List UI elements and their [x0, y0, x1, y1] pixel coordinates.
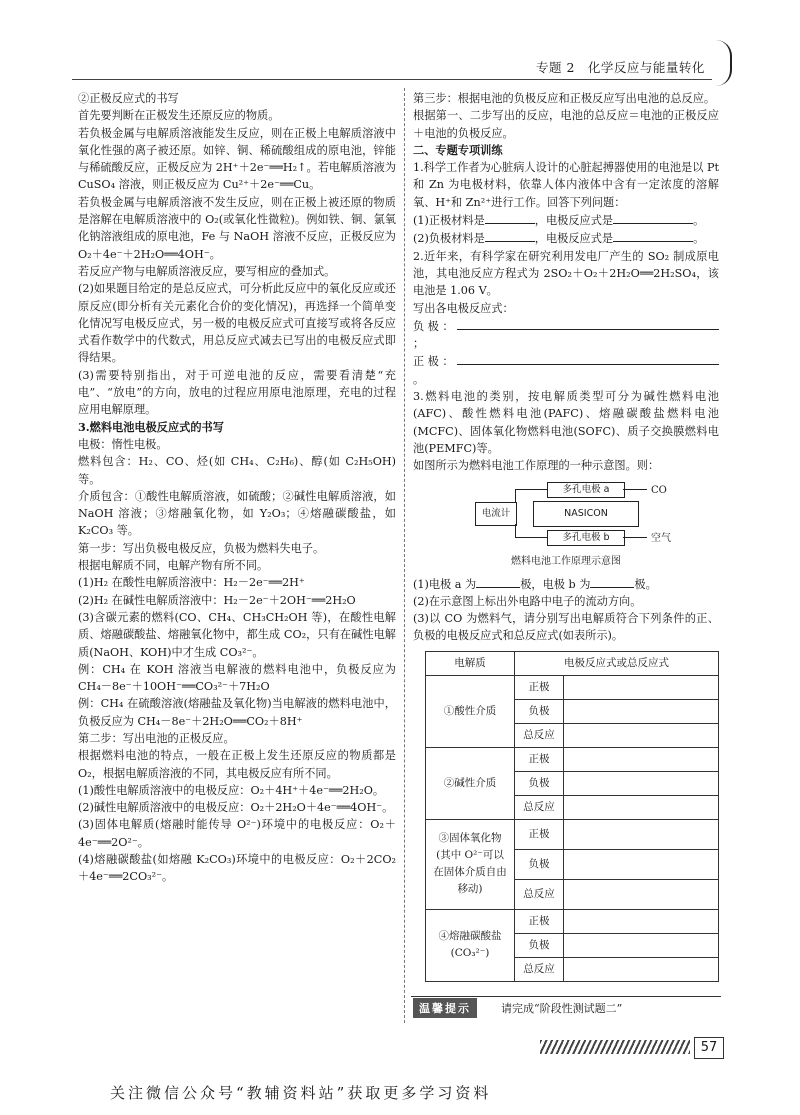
text: (2)负极材料是: [413, 232, 485, 246]
row-label: 总反应: [515, 795, 564, 819]
paragraph: (1)H₂ 在酸性电解质溶液中：H₂－2e⁻══2H⁺: [78, 576, 305, 590]
gas-inlet-arrow: [623, 489, 647, 490]
electrode-table: [425, 651, 719, 982]
reminder-bar: [411, 996, 721, 1019]
paragraph: 若反应产物与电解质溶液反应，要写相应的叠加式。: [78, 264, 336, 278]
question-3-part-3: (3)以 CO 为燃料气，请分别写出电解质符合下列条件的正、负极的电极反应式和总反应式(如表所示)。: [413, 612, 719, 643]
answer-cell[interactable]: [564, 909, 719, 933]
question-2-positive: [413, 352, 719, 388]
question-3: 3.燃料电池的类别，按电解质类型可分为碱性燃料电池(AFC)、酸性燃料电池(PAFC)、熔融碳酸盐燃料电池(MCFC)、固体氧化物燃料电池(SOFC)、质子交换膜燃料电池(PEMFC)等。: [413, 390, 719, 455]
answer-cell[interactable]: [564, 675, 719, 699]
paragraph: 燃料包含：H₂、CO、烃(如 CH₄、C₂H₆)、醇(如 C₂H₅OH)等。: [78, 455, 396, 486]
section-heading: 3.燃料电池电极反应式的书写: [78, 419, 224, 434]
page-number-decoration: [540, 1040, 690, 1054]
answer-blank[interactable]: [590, 575, 634, 588]
text: ；: [413, 337, 425, 351]
paragraph: 若负极金属与电解质溶液不发生反应，则在正极上被还原的物质是溶解在电解质溶液中的 O₂(或氧化性微粒)。例如铁、铜、氯氧化钠溶液组成的原电池，Fe 与 NaOH 溶液不反应，正极反应为 O₂＋4e⁻＋2H₂O══4OH⁻。: [78, 195, 396, 261]
nasicon-layer: NASICON: [533, 501, 639, 527]
answer-blank[interactable]: [476, 575, 520, 588]
row-label: 负极: [515, 849, 564, 879]
paragraph: 例：CH₄ 在 KOH 溶液当电解液的燃料电池中，负极反应为 CH₄－8e⁻＋10OH⁻══CO₃²⁻＋7H₂O: [78, 662, 396, 694]
footer-note: 关注微信公众号“教辅资料站”获取更多学习资料: [110, 1084, 492, 1102]
answer-blank[interactable]: [485, 211, 535, 224]
gas-inlet-arrow: [623, 537, 647, 538]
question-1-part-2: [413, 229, 719, 247]
page-number: 57: [694, 1037, 724, 1059]
air-label: 空气: [651, 532, 671, 544]
paragraph: (3)固体电解质(熔融时能传导 O²⁻)环境中的电极反应：O₂＋4e⁻══2O²⁻。: [78, 818, 396, 849]
paragraph: (4)熔融碳酸盐(如熔融 K₂CO₃)环境中的电极反应：O₂＋2CO₂＋4e⁻══2CO₃²⁻。: [78, 853, 396, 884]
question-2: 2.近年来，有科学家在研究利用发电厂产生的 SO₂ 制成原电池，其电池反应方程式为 2SO₂＋O₂＋2H₂O══2H₂SO₄，该电池是 1.06 V。: [413, 249, 719, 298]
header-arc-decoration: [716, 40, 732, 86]
answer-cell[interactable]: [564, 747, 719, 771]
section-heading: 二、专题专项训练: [413, 142, 503, 157]
ammeter: 电流计: [475, 502, 517, 526]
co-label: CO: [651, 484, 667, 496]
paragraph: (3)需要特别指出，对于可逆电池的反应，需要看清楚“充电”、“放电”的方向，放电的过程应用原电池原理，充电的过程应用电解原理。: [78, 368, 396, 417]
text: ，电极反应式是: [534, 214, 614, 228]
answer-blank[interactable]: [613, 211, 693, 224]
left-column: [78, 90, 396, 886]
answer-cell[interactable]: [564, 771, 719, 795]
question-1-part-1: [413, 211, 719, 229]
header-rule: [72, 79, 712, 80]
paragraph: (2)碱性电解质溶液中的电极反应：O₂＋2H₂O＋4e⁻══4OH⁻。: [78, 801, 394, 815]
answer-cell[interactable]: [564, 879, 719, 909]
question-3-part-2: (2)在示意图上标出外电路中电子的流动方向。: [413, 594, 642, 608]
paragraph: 若负极金属与电解质溶液能发生反应，则在正极上电解质溶液中氧化性强的离子被还原。如锌、铜、稀硫酸组成的原电池，锌能与稀硫酸反应，正极反应为 2H⁺＋2e⁻══H₂↑。若电解质溶液为 CuSO₄ 溶液，则正极反应为 Cu²⁺＋2e⁻══Cu。: [78, 126, 397, 192]
column-divider: [404, 88, 405, 1023]
text: (1)电极 a 为: [413, 577, 477, 591]
answer-cell[interactable]: [564, 723, 719, 747]
paragraph: 电极：惰性电极。: [78, 437, 168, 451]
text: 极，电极 b 为: [520, 577, 591, 591]
paragraph: 根据电解质不同，电解产物有所不同。: [78, 559, 269, 573]
question-3-part-1: [413, 575, 719, 593]
row-label: 负极: [515, 699, 564, 723]
reminder-text: 请完成“阶段性测试题二”: [501, 1002, 623, 1015]
text: 极。: [634, 577, 657, 591]
paragraph: 第二步：写出电池的正极反应。: [78, 731, 235, 745]
row-label: 正极: [515, 675, 564, 699]
answer-blank[interactable]: [457, 317, 719, 330]
paragraph: (2)如果题目给定的是总反应式，可分析此反应中的氧化反应或还原反应(即分析有关元素化合价的变化情况)，再选择一个简单变化情况写电极反应式，另一极的电极反应式可直接写或将各反应式看作数学中的代数式，用总反应式减去已写出的电极反应式即得结果。: [78, 282, 396, 365]
reminder-badge: 温馨提示: [413, 998, 477, 1018]
medium-cell: ①酸性介质: [426, 675, 515, 747]
row-label: 正极: [515, 819, 564, 849]
paragraph: 根据燃料电池的特点，一般在正极上发生还原反应的物质都是 O₂，根据电解质溶液的不同，其电极反应有所不同。: [78, 749, 396, 780]
row-label: 总反应: [515, 723, 564, 747]
paragraph: (2)H₂ 在碱性电解质溶液中：H₂－2e⁻＋2OH⁻══2H₂O: [78, 593, 356, 607]
electrode-a: 多孔电极 a: [547, 482, 625, 498]
paragraph: 首先要判断在正极发生还原反应的物质。: [78, 109, 280, 123]
paragraph: (1)酸性电解质溶液中的电极反应：O₂＋4H⁺＋4e⁻══2H₂O。: [78, 783, 385, 797]
paragraph: ②正极反应式的书写: [78, 92, 179, 105]
medium-cell: ②碱性介质: [426, 747, 515, 819]
paragraph: 例：CH₄ 在硫酸溶液(熔融盐及氧化物)当电解液的燃料电池中，负极反应为 CH₄－8e⁻＋2H₂O══CO₂＋8H⁺: [78, 697, 396, 728]
question-1: 1.科学工作者为心脏病人设计的心脏起搏器使用的电池是以 Pt 和 Zn 为电极材料，依靠人体内液体中含有一定浓度的溶解氧、H⁺和 Zn²⁺进行工作。回答下列问题：: [413, 161, 719, 209]
table-header: 电极反应式或总反应式: [515, 651, 719, 675]
answer-blank[interactable]: [457, 352, 719, 365]
fuel-cell-diagram: [413, 479, 719, 575]
answer-blank[interactable]: [613, 229, 693, 242]
question-2-prompt: 写出各电极反应式：: [413, 301, 514, 315]
text: 负极：: [413, 319, 457, 333]
answer-cell[interactable]: [564, 849, 719, 879]
text: 。: [693, 214, 705, 228]
text: ，电极反应式是: [534, 232, 614, 246]
answer-blank[interactable]: [485, 229, 535, 242]
answer-cell[interactable]: [564, 957, 719, 981]
wire: [515, 537, 547, 538]
answer-cell[interactable]: [564, 819, 719, 849]
row-label: 总反应: [515, 879, 564, 909]
text: 。: [413, 372, 425, 386]
row-label: 负极: [515, 933, 564, 957]
paragraph: 第一步：写出负极电极反应，负极为燃料失电子。: [78, 541, 325, 555]
answer-cell[interactable]: [564, 795, 719, 819]
paragraph: 根据第一、二步写出的反应，电池的总反应＝电池的正极反应＋电池的负极反应。: [413, 109, 719, 140]
right-column: [413, 90, 719, 982]
question-3-prompt: 如图所示为燃料电池工作原理的一种示意图。则：: [413, 459, 660, 473]
paragraph: 第三步：根据电池的负极反应和正极反应写出电池的总反应。: [413, 92, 716, 105]
electrode-b: 多孔电极 b: [547, 530, 625, 546]
answer-cell[interactable]: [564, 933, 719, 957]
row-label: 正极: [515, 909, 564, 933]
text: 。: [693, 232, 705, 246]
table-header: 电解质: [426, 651, 515, 675]
page-header-title: 专题 2 化学反应与能量转化: [536, 60, 705, 75]
answer-cell[interactable]: [564, 699, 719, 723]
paragraph: 介质包含：①酸性电解质溶液，如硫酸；②碱性电解质溶液，如 NaOH 溶液；③熔融氧化物，如 Y₂O₃；④熔融碳酸盐，如 K₂CO₃ 等。: [78, 489, 396, 538]
question-2-negative: [413, 317, 719, 353]
figure-caption: 燃料电池工作原理示意图: [511, 555, 621, 567]
text: 正极：: [413, 355, 457, 369]
row-label: 负极: [515, 771, 564, 795]
wire: [515, 489, 547, 490]
row-label: 总反应: [515, 957, 564, 981]
wire: [515, 489, 516, 502]
paragraph: (3)含碳元素的燃料(CO、CH₄、CH₃CH₂OH 等)，在酸性电解质、熔融碳酸盐、熔融氧化物中，都生成 CO₂，只有在碱性电解质(NaOH、KOH)中才生成 CO₃²⁻。: [78, 610, 396, 659]
text: (1)正极材料是: [413, 214, 485, 228]
row-label: 正极: [515, 747, 564, 771]
medium-cell: ④熔融碳酸盐(CO₃²⁻): [426, 909, 515, 981]
medium-cell: ③固体氧化物(其中 O²⁻可以在固体介质自由移动): [426, 819, 515, 909]
wire: [515, 524, 516, 537]
